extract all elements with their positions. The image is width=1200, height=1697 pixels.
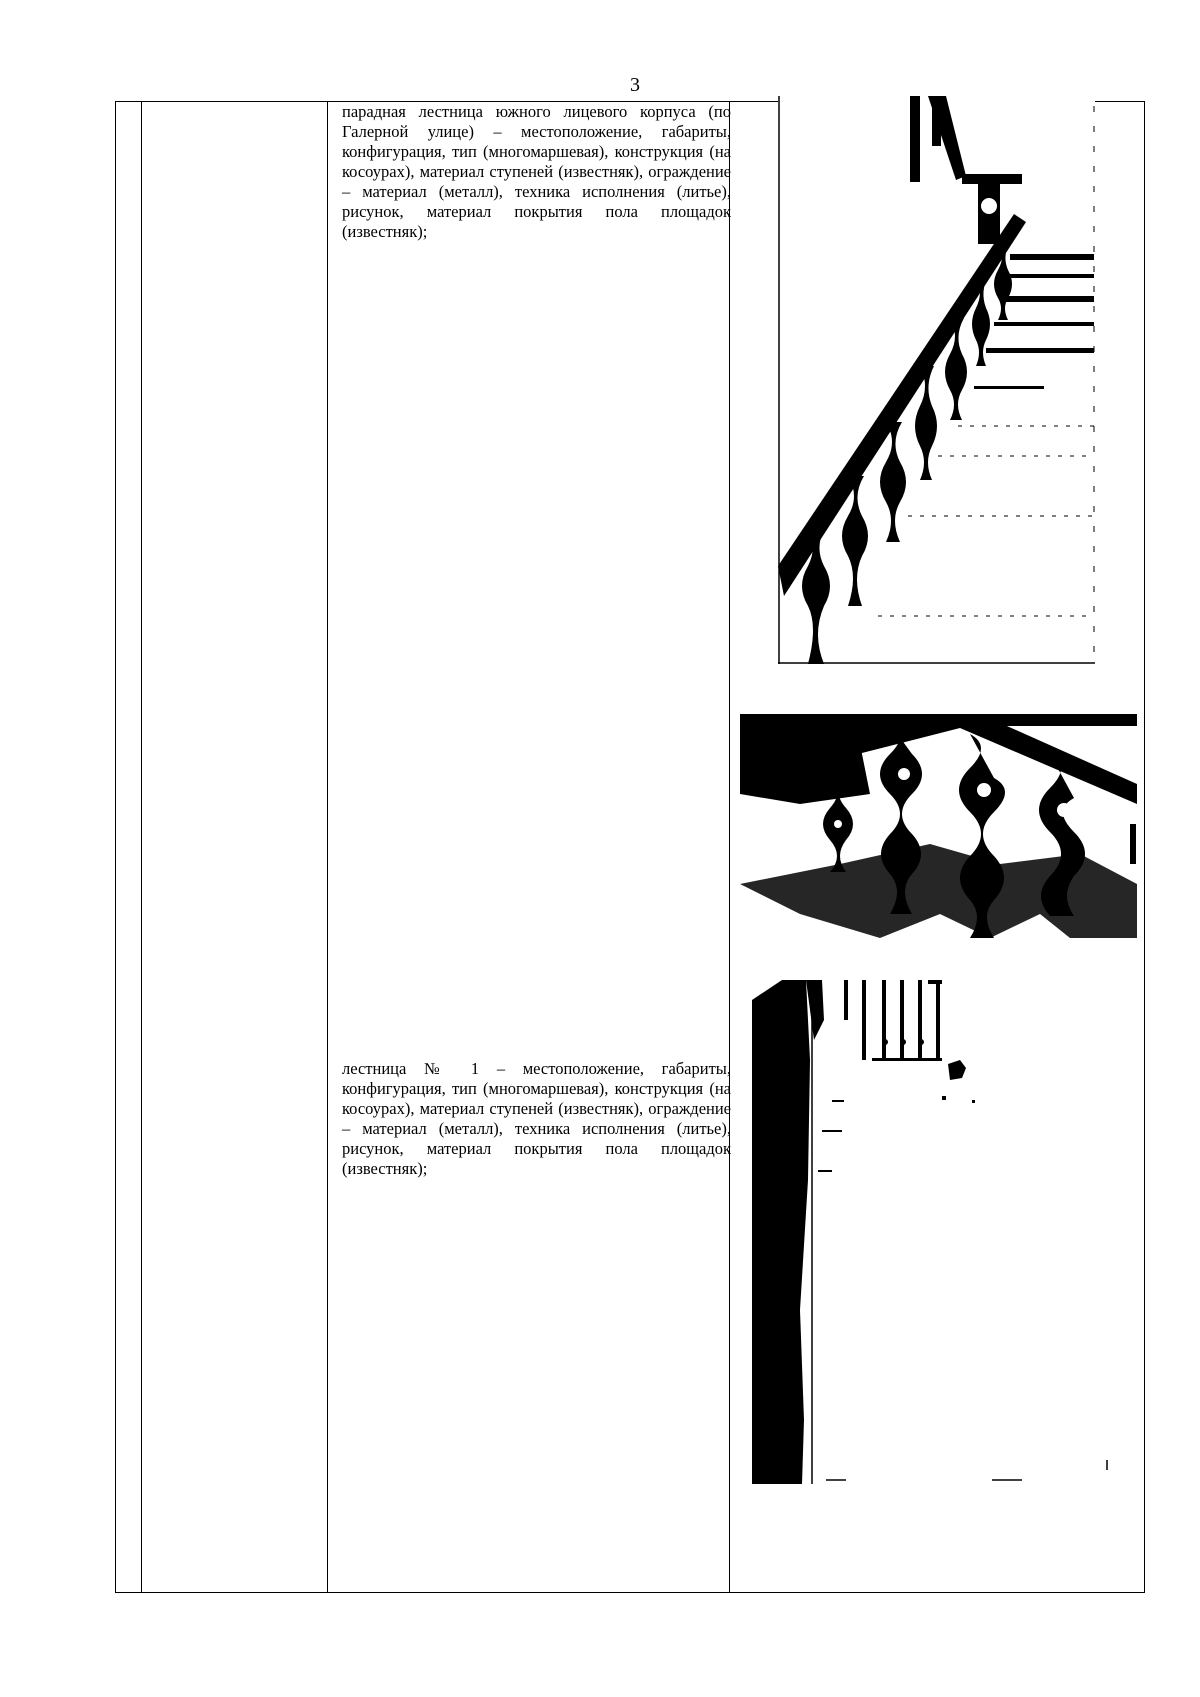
main-staircase-photo: [778, 96, 1095, 664]
description-main-staircase: парадная лестница южного лицевого корпуса (по Галерной улице) – местоположение, габариты, конфигурация, тип (многомаршевая), конструкция (на косоурах), материал ступеней (известняк), ограждение – материал (металл), техника исполнения (литье), рисунок, материал покрытия пола площадок (известняк);: [342, 102, 731, 241]
railing-detail-photo: [740, 714, 1137, 938]
column-divider: [141, 102, 142, 1592]
page-number: 3: [630, 74, 640, 96]
description-staircase-1: лестница № 1 – местоположение, габариты, конфигурация, тип (многомаршевая), конструкция (на косоурах), материал ступеней (известняк), ограждение – материал (металл), техника исполнения (литье), рисунок, материал покрытия пола площадок (известняк);: [342, 1059, 731, 1178]
monument-subject-table: [115, 101, 1145, 1593]
column-divider: [327, 102, 328, 1592]
staircase-1-photo: [752, 980, 1124, 1484]
column-divider: [729, 102, 730, 1592]
